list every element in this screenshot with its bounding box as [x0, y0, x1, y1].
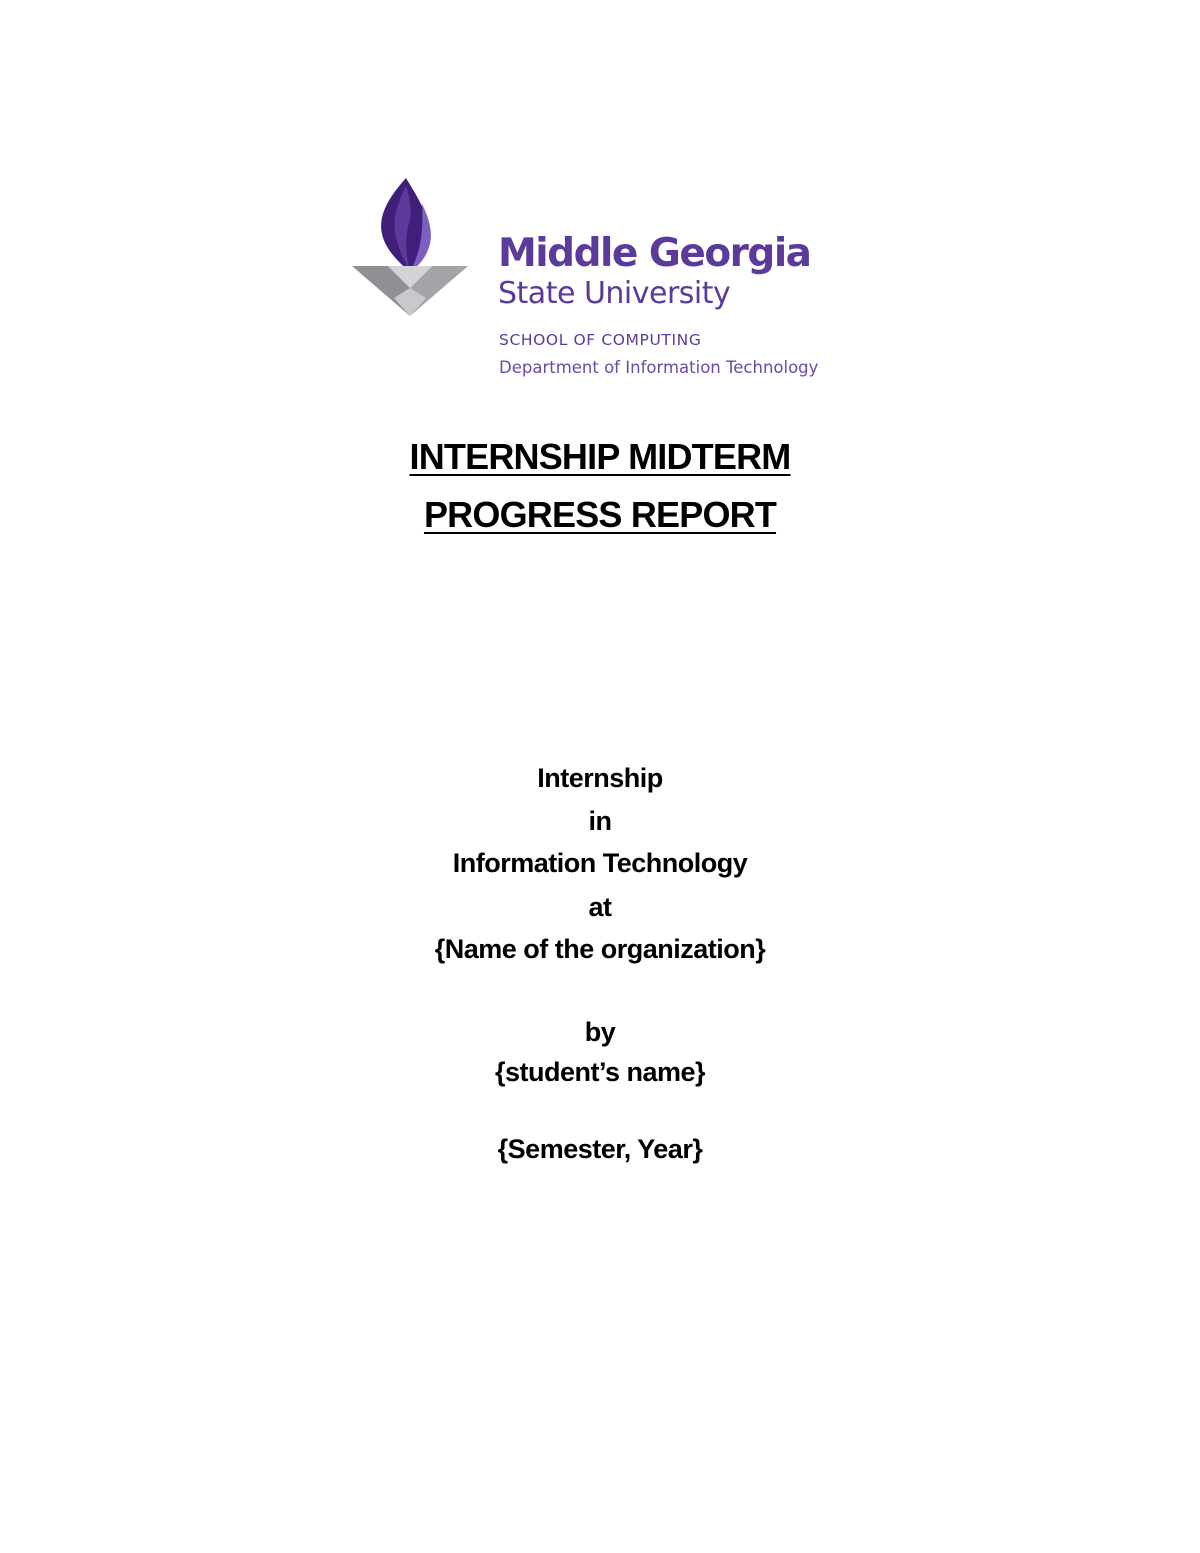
department-name: Department of Information Technology	[499, 358, 819, 377]
report-title-line1: INTERNSHIP MIDTERM	[409, 436, 791, 477]
semester-year-placeholder: {Semester, Year}	[497, 1134, 703, 1164]
university-flame-logo	[348, 176, 472, 318]
student-name-placeholder: {student’s name}	[494, 1057, 706, 1087]
at-label: at	[588, 892, 612, 922]
in-label: in	[588, 806, 612, 836]
school-name: SCHOOL OF COMPUTING	[499, 331, 702, 349]
report-title-line2: PROGRESS REPORT	[423, 494, 777, 535]
university-wordmark	[498, 232, 918, 312]
university-name-line2: State University	[498, 276, 731, 311]
by-label: by	[584, 1017, 616, 1047]
organization-placeholder: {Name of the organization}	[434, 934, 766, 964]
university-name-line1: Middle Georgia	[498, 231, 811, 276]
field-label: Information Technology	[452, 848, 748, 878]
internship-label: Internship	[537, 763, 663, 793]
